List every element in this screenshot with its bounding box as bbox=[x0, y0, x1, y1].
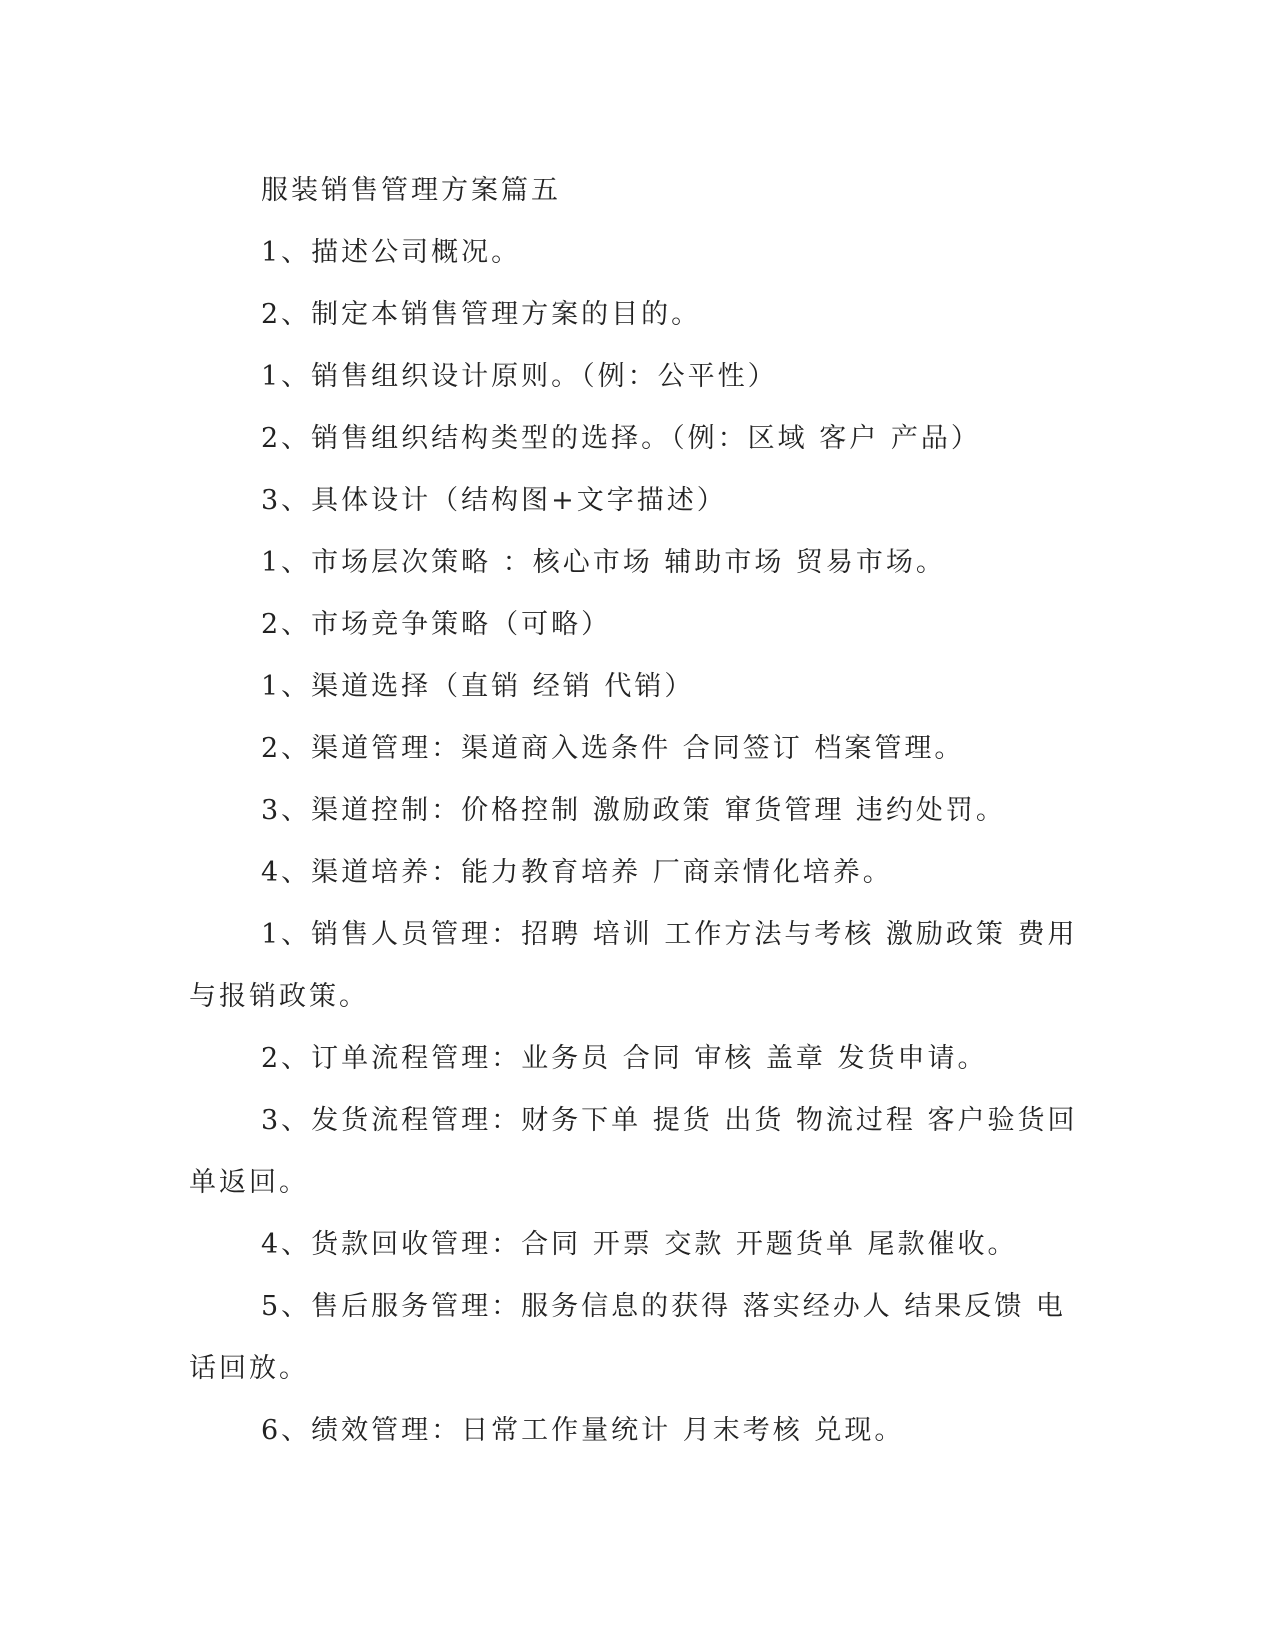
document-title: 服装销售管理方案篇五 bbox=[261, 175, 561, 206]
paragraph: 3、具体设计（结构图+文字描述） bbox=[261, 485, 727, 516]
paragraph: 1、销售组织设计原则。（例：公平性） bbox=[261, 361, 778, 392]
paragraph: 2、市场竞争策略（可略） bbox=[261, 609, 612, 640]
paragraph: 4、渠道培养：能力教育培养 厂商亲情化培养。 bbox=[261, 857, 893, 888]
paragraph: 3、渠道控制：价格控制 激励政策 窜货管理 违约处罚。 bbox=[261, 795, 1006, 826]
paragraph: 2、渠道管理：渠道商入选条件 合同签订 档案管理。 bbox=[261, 733, 965, 764]
paragraph: 3、发货流程管理：财务下单 提货 出货 物流过程 客户验货回单返回。 bbox=[189, 1105, 1078, 1198]
paragraph: 1、渠道选择（直销 经销 代销） bbox=[261, 671, 695, 702]
paragraph: 6、绩效管理：日常工作量统计 月末考核 兑现。 bbox=[261, 1415, 905, 1446]
paragraph: 1、市场层次策略 ：核心市场 辅助市场 贸易市场。 bbox=[261, 547, 946, 578]
paragraph: 1、描述公司概况。 bbox=[261, 237, 522, 268]
document-body bbox=[189, 160, 1089, 1462]
paragraph: 2、订单流程管理：业务员 合同 审核 盖章 发货申请。 bbox=[261, 1043, 988, 1074]
paragraph: 2、制定本销售管理方案的目的。 bbox=[261, 299, 702, 330]
paragraph: 2、销售组织结构类型的选择。（例：区域 客户 产品） bbox=[261, 423, 981, 454]
paragraph: 1、销售人员管理：招聘 培训 工作方法与考核 激励政策 费用与报销政策。 bbox=[189, 919, 1078, 1012]
paragraph: 5、售后服务管理：服务信息的获得 落实经办人 结果反馈 电话回放。 bbox=[189, 1291, 1066, 1384]
paragraph: 4、货款回收管理：合同 开票 交款 开题货单 尾款催收。 bbox=[261, 1229, 1018, 1260]
